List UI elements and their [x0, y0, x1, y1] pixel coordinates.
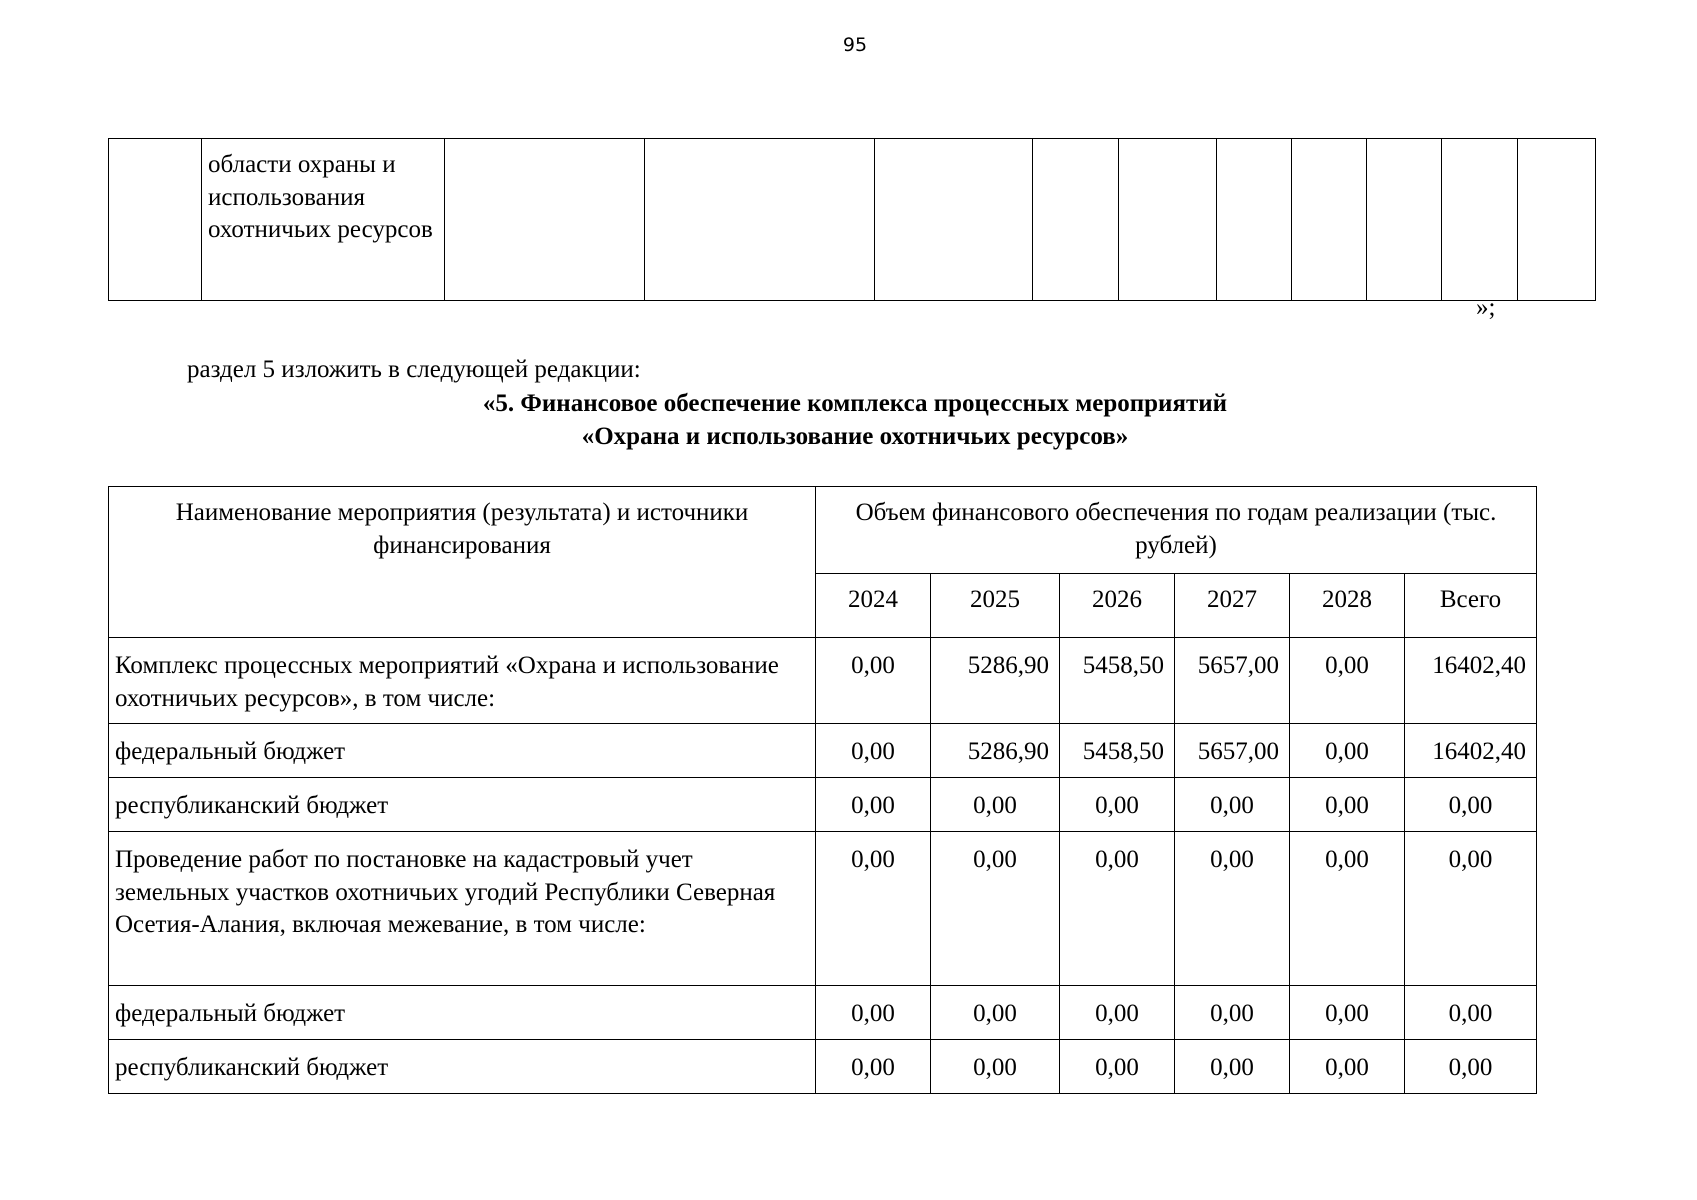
intro-text: раздел 5 изложить в следующей редакции: — [187, 356, 641, 383]
value-cell: 0,00 — [816, 724, 931, 778]
value-cell: 0,00 — [1060, 832, 1175, 986]
value-cell: 0,00 — [816, 638, 931, 724]
value-cell: 5286,90 — [931, 724, 1060, 778]
financing-table — [108, 486, 1537, 1094]
value-cell: 5657,00 — [1175, 724, 1290, 778]
row-name: федеральный бюджет — [109, 724, 816, 778]
section-heading-line1: «5. Финансовое обеспечение комплекса процессных мероприятий — [482, 390, 1228, 417]
value-cell: 0,00 — [1290, 778, 1405, 832]
table-row — [109, 986, 1537, 1040]
year-header: 2028 — [1290, 574, 1405, 638]
value-cell: 0,00 — [1175, 1040, 1290, 1094]
value-cell: 0,00 — [816, 832, 931, 986]
table-row — [109, 638, 1537, 724]
value-cell: 0,00 — [931, 832, 1060, 986]
value-cell: 0,00 — [1290, 638, 1405, 724]
value-cell: 0,00 — [931, 778, 1060, 832]
closing-quote: »; — [1476, 294, 1496, 321]
table-cell — [1367, 139, 1442, 301]
value-cell: 5286,90 — [931, 638, 1060, 724]
table-cell — [1119, 139, 1217, 301]
year-header: 2026 — [1060, 574, 1175, 638]
value-cell: 0,00 — [816, 986, 931, 1040]
year-header: 2027 — [1175, 574, 1290, 638]
value-cell: 0,00 — [816, 778, 931, 832]
column-header-volume: Объем финансового обеспечения по годам реализации (тыс. рублей) — [816, 487, 1537, 574]
table-cell — [1033, 139, 1119, 301]
year-header: 2025 — [931, 574, 1060, 638]
value-cell: 5458,50 — [1060, 724, 1175, 778]
value-cell: 0,00 — [1405, 778, 1537, 832]
value-cell: 0,00 — [1405, 832, 1537, 986]
year-header: 2024 — [816, 574, 931, 638]
table-cell — [1292, 139, 1367, 301]
value-cell: 0,00 — [1405, 986, 1537, 1040]
value-cell: 0,00 — [1060, 986, 1175, 1040]
table-cell — [1518, 139, 1596, 301]
table-cell — [645, 139, 875, 301]
table-row — [109, 1040, 1537, 1094]
value-cell: 0,00 — [1175, 778, 1290, 832]
table-row — [109, 724, 1537, 778]
value-cell: 0,00 — [931, 1040, 1060, 1094]
table-row — [109, 832, 1537, 986]
value-cell: 0,00 — [931, 986, 1060, 1040]
table-cell-text: области охраны и использования охотничьих ресурсов — [202, 139, 445, 301]
value-cell: 5657,00 — [1175, 638, 1290, 724]
value-cell: 0,00 — [816, 1040, 931, 1094]
row-name: федеральный бюджет — [109, 986, 816, 1040]
table-cell — [109, 139, 202, 301]
value-cell: 16402,40 — [1405, 724, 1537, 778]
table-cell — [445, 139, 645, 301]
table-row — [109, 778, 1537, 832]
value-cell: 16402,40 — [1405, 638, 1537, 724]
continued-table — [108, 138, 1596, 301]
value-cell: 0,00 — [1290, 832, 1405, 986]
value-cell: 0,00 — [1290, 1040, 1405, 1094]
total-header: Всего — [1405, 574, 1537, 638]
row-name: республиканский бюджет — [109, 778, 816, 832]
page-number: 95 — [842, 34, 868, 56]
value-cell: 0,00 — [1175, 832, 1290, 986]
value-cell: 0,00 — [1060, 1040, 1175, 1094]
table-cell — [875, 139, 1033, 301]
value-cell: 0,00 — [1175, 986, 1290, 1040]
row-name: Комплекс процессных мероприятий «Охрана и использование охотничьих ресурсов», в том числе: — [109, 638, 816, 724]
value-cell: 0,00 — [1290, 986, 1405, 1040]
table-cell — [1217, 139, 1292, 301]
value-cell: 0,00 — [1060, 778, 1175, 832]
table-row — [109, 139, 1596, 301]
value-cell: 0,00 — [1405, 1040, 1537, 1094]
value-cell: 0,00 — [1290, 724, 1405, 778]
value-cell: 5458,50 — [1060, 638, 1175, 724]
column-header-name: Наименование мероприятия (результата) и источники финансирования — [109, 487, 816, 638]
section-heading-line2: «Охрана и использование охотничьих ресурсов» — [581, 423, 1129, 450]
row-name: Проведение работ по постановке на кадастровый учет земельных участков охотничьих угодий Республики Северная Осетия-Алания, включая межевание, в том числе: — [109, 832, 816, 986]
row-name: республиканский бюджет — [109, 1040, 816, 1094]
table-cell — [1442, 139, 1518, 301]
header-row — [109, 487, 1537, 574]
